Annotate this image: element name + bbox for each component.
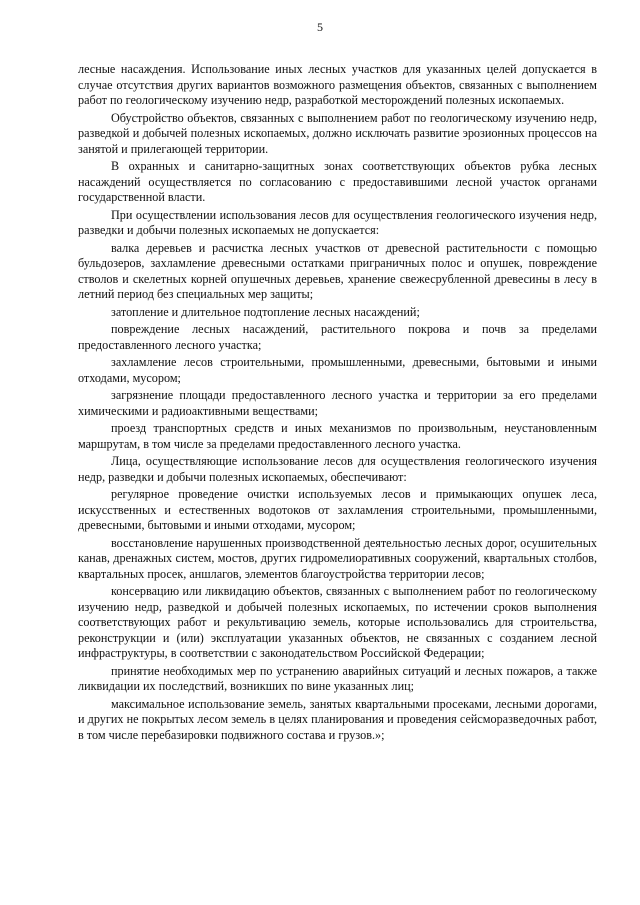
list-item-obligation: консервацию или ликвидацию объектов, связанных с выполнением работ по геологическому изучению недр, разведкой и добычей полезных ископаемых, по истечении сроков выполнения соответствующих работ и рекультивацию земель, которые использовались для строительства, реконструкции и (или) эксплуатации указанных объектов, не связанных с созданием лесной инфраструктуры, в соответствии с законодательством Российской Федерации;	[78, 584, 597, 660]
list-item-prohibited: валка деревьев и расчистка лесных участков от древесной растительности с помощью бульдозеров, захламление древесными остатками приграничных полос и опушек, повреждение стволов и скелетных корней опушечных деревьев, хранение свежесрубленной древесины в лесу в летний период без специальных мер защиты;	[78, 240, 597, 301]
list-item-prohibited: повреждение лесных насаждений, растительного покрова и почв за пределами предоставленного лесного участка;	[78, 322, 597, 352]
paragraph: Лица, осуществляющие использование лесов для осуществления геологического изучения недр, разведки и добычи полезных ископаемых, обеспечивают:	[78, 454, 597, 484]
paragraph-continuation: лесные насаждения. Использование иных лесных участков для указанных целей допускается в случае отсутствия других вариантов возможного размещения объектов, связанных с выполнением работ по геологическому изучению недр, разработкой месторождений полезных ископаемых.	[78, 62, 597, 107]
paragraph: При осуществлении использования лесов для осуществления геологического изучения недр, разведки и добычи полезных ископаемых не допускается:	[78, 207, 597, 237]
list-item-prohibited: затопление и длительное подтопление лесных насаждений;	[111, 304, 420, 319]
list-item-obligation: восстановление нарушенных производственной деятельностью лесных дорог, осушительных канав, дренажных систем, мостов, других гидромелиоративных сооружений, квартальных столбов, квартальных просек, аншлагов, элементов благоустройства территории лесов;	[78, 535, 597, 581]
paragraph: В охранных и санитарно-защитных зонах соответствующих объектов рубка лесных насаждений осуществляется по согласованию с предоставившими лесной участок органами государственной власти.	[78, 159, 597, 204]
list-item-prohibited: загрязнение площади предоставленного лесного участка и территории за его пределами химическими и радиоактивными веществами;	[78, 388, 597, 418]
list-item-prohibited: проезд транспортных средств и иных механизмов по произвольным, неустановленным маршрутам, в том числе за пределами предоставленного лесного участка.	[78, 421, 597, 451]
document-body	[78, 62, 597, 745]
list-item-obligation: максимальное использование земель, занятых квартальными просеками, лесными дорогами, и других не покрытых лесом земель в целях планирования и проведения сейсморазведочных работ, в том числе перебазировки подвижного состава и грузов.»;	[78, 696, 597, 742]
list-item-prohibited: захламление лесов строительными, промышленными, древесными, бытовыми и иными отходами, мусором;	[78, 355, 597, 385]
paragraph: Обустройство объектов, связанных с выполнением работ по геологическому изучению недр, разведкой и добычей полезных ископаемых, должно исключать развитие эрозионных процессов на занятой и прилегающей территории.	[78, 110, 597, 156]
list-item-obligation: принятие необходимых мер по устранению аварийных ситуаций и лесных пожаров, а также ликвидации их последствий, возникших по вине указанных лиц;	[78, 663, 597, 693]
page-number: 5	[317, 20, 323, 34]
list-item-obligation: регулярное проведение очистки используемых лесов и примыкающих опушек леса, искусственных и естественных водотоков от захламления строительными, промышленными, древесными, бытовыми и иными отходами, мусором;	[78, 487, 597, 532]
